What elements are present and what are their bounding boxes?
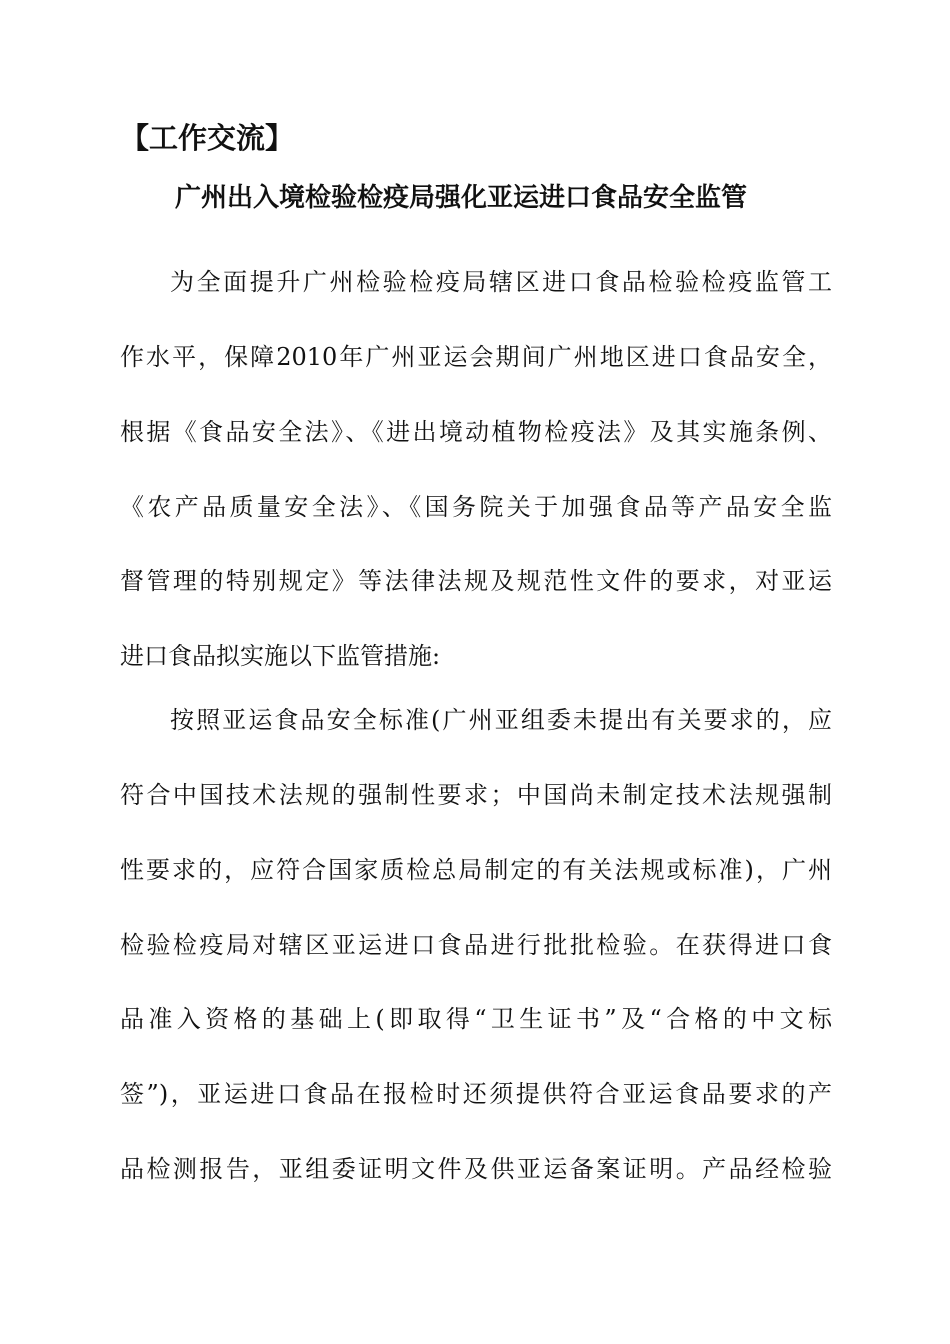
paragraph-line: 符合中国技术法规的强制性要求；中国尚未制定技术法规强制	[120, 781, 832, 809]
paragraph-line: 品准入资格的基础上(即取得“卫生证书”及“合格的中文标	[120, 1005, 832, 1033]
paragraph-line: 进口食品拟实施以下监管措施:	[120, 642, 441, 670]
paragraph-line: 性要求的，应符合国家质检总局制定的有关法规或标准)，广州	[120, 856, 832, 884]
paragraph-line: 督管理的特别规定》等法律法规及规范性文件的要求，对亚运	[120, 567, 832, 595]
paragraph-line: 按照亚运食品安全标准(广州亚组委未提出有关要求的，应	[170, 706, 832, 734]
section-tag: 【工作交流】	[120, 121, 295, 155]
paragraph-line: 品检测报告，亚组委证明文件及供亚运备案证明。产品经检验	[120, 1155, 832, 1183]
paragraph-line: 《农产品质量安全法》、《国务院关于加强食品等产品安全监	[120, 493, 832, 521]
paragraph-line: 签”)，亚运进口食品在报检时还须提供符合亚运食品要求的产	[120, 1080, 832, 1108]
paragraph-line: 作水平，保障2010年广州亚运会期间广州地区进口食品安全，	[120, 343, 832, 371]
paragraph-line: 为全面提升广州检验检疫局辖区进口食品检验检疫监管工	[170, 268, 832, 296]
paragraph-line: 检验检疫局对辖区亚运进口食品进行批批检验。在获得进口食	[120, 931, 832, 959]
page-title: 广州出入境检验检疫局强化亚运进口食品安全监管	[175, 183, 748, 213]
paragraph-line: 根据《食品安全法》、《进出境动植物检疫法》及其实施条例、	[120, 418, 832, 446]
